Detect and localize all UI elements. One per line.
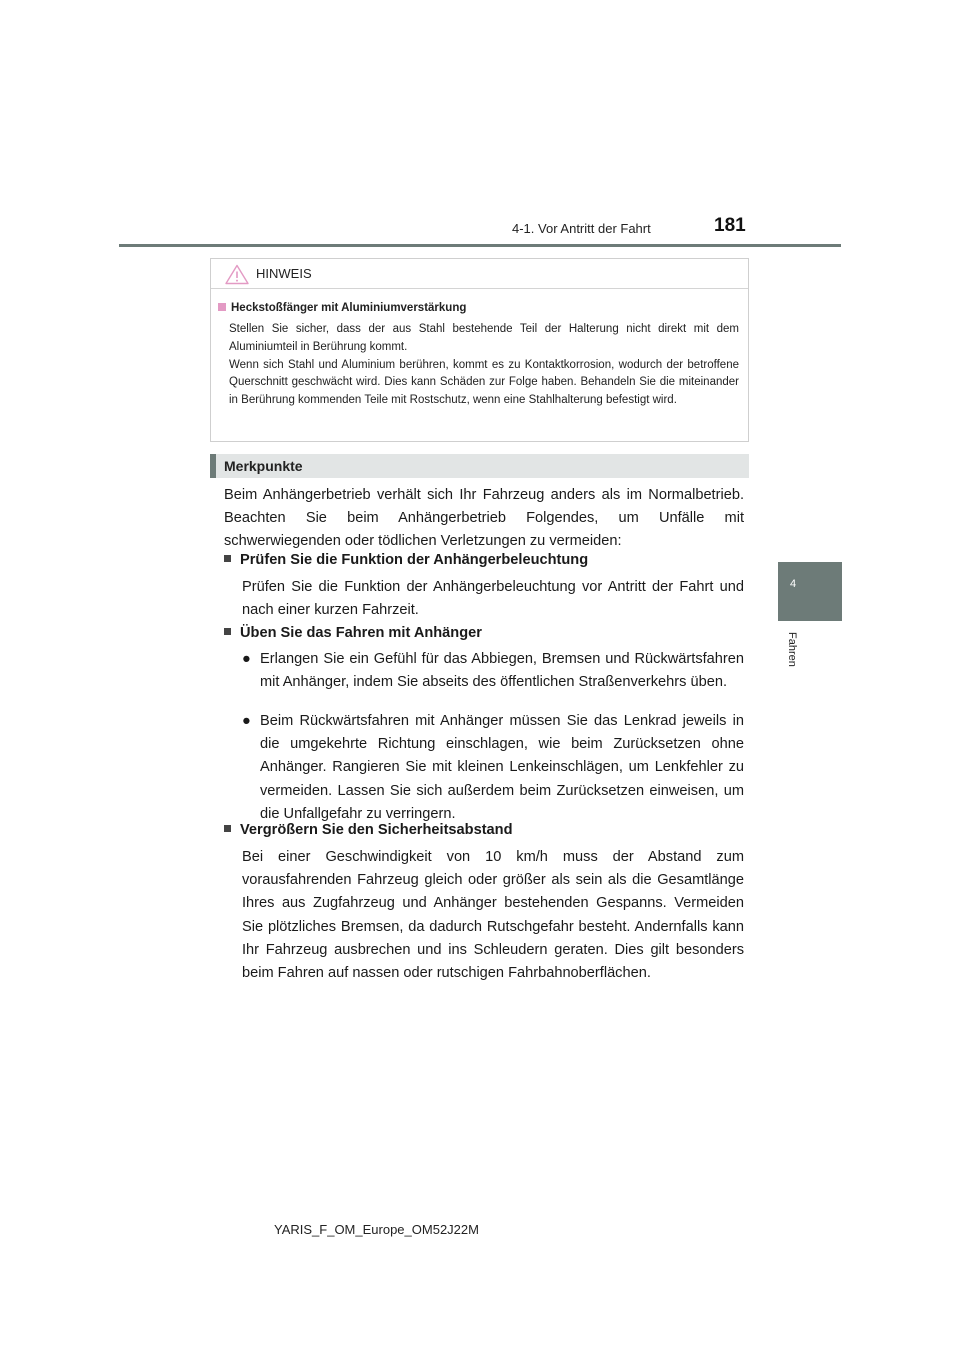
section-heading: Vergrößern Sie den Sicherheitsabstand (224, 822, 513, 838)
list-item: ● Beim Rückwärtsfahren mit Anhänger müssen Sie das Lenkrad jeweils in die umgekehrte Richtung einschlagen, wie beim Zurücksetzen ohne Anhänger. Rangieren Sie mit kleinen Lenkeinschlägen, um Lenkfehler zu vermeiden. Lassen Sie sich außerdem beim Zurücksetzen einweisen, um die Unfallgefahr zu verringern. (242, 710, 744, 826)
notice-box (210, 258, 749, 442)
section-paragraph: Prüfen Sie die Funktion der Anhängerbeleuchtung vor Antritt der Fahrt und nach einer kurzen Fahrzeit. (242, 579, 744, 619)
chapter-label: Fahren (786, 632, 798, 667)
chapter-number: 4 (790, 578, 797, 590)
list-item: ● Erlangen Sie ein Gefühl für das Abbiegen, Bremsen und Rückwärtsfahren mit Anhänger, indem Sie abseits des öffentlichen Straßenverkehrs üben. (242, 648, 744, 718)
section-paragraph: Bei einer Geschwindigkeit von 10 km/h muss der Abstand zum vorausfahrenden Fahrzeug gleich oder größer als sein als die Gesamtlänge Ihres aus Zugfahrzeug und Anhänger bestehenden Gespanns. Vermeiden Sie plötzliches Bremsen, da dadurch Rutschgefahr besteht. Andernfalls kann Ihr Fahrzeug ausbrechen und ins Schleudern geraten. Dies gilt besonders beim Fahren auf nassen oder rutschigen Fahrbahnoberflächen. (242, 849, 744, 982)
notice-subheading: Heckstoßfänger mit Aluminiumverstärkung (218, 302, 466, 314)
square-icon (218, 303, 226, 311)
notice-header (211, 259, 748, 289)
section-heading: Prüfen Sie die Funktion der Anhängerbeleuchtung (224, 552, 588, 568)
section-heading: Üben Sie das Fahren mit Anhänger (224, 625, 482, 641)
notice-paragraph: Stellen Sie sicher, dass der aus Stahl bestehende Teil der Halterung nicht direkt mit dem Aluminiumteil in Berührung kommt. (229, 323, 739, 353)
merkpunkte-title: Merkpunkte (224, 458, 303, 474)
header-rule (119, 244, 841, 247)
notice-paragraph: Wenn sich Stahl und Aluminium berühren, kommt es zu Kontaktkorrosion, wodurch der betroffene Querschnitt geschwächt wird. Dies kann Schäden zur Folge haben. Behandeln Sie die miteinander in Berührung kommenden Teile mit Rostschutz, wenn eine Stahlhalterung befestigt wird. (229, 358, 739, 407)
square-icon (224, 825, 231, 832)
page-number: 181 (714, 215, 746, 236)
warning-triangle-icon (225, 264, 249, 285)
filled-circle-icon: ● (242, 713, 251, 729)
square-icon (224, 555, 231, 562)
intro-paragraph: Beim Anhängerbetrieb verhält sich Ihr Fahrzeug anders als im Normalbetrieb. Beachten Sie beim Anhängerbetrieb Folgendes, um Unfälle mit schwerwiegenden oder tödlichen Verletzungen zu vermeiden: (224, 487, 744, 550)
header-section-title: 4-1. Vor Antritt der Fahrt (512, 221, 651, 236)
filled-circle-icon: ● (242, 651, 251, 667)
notice-label: HINWEIS (256, 266, 312, 281)
chapter-tab (778, 562, 842, 621)
notice-text (229, 321, 739, 410)
square-icon (224, 628, 231, 635)
merkpunkte-accent (210, 454, 216, 478)
document-code: YARIS_F_OM_Europe_OM52J22M (274, 1222, 479, 1237)
